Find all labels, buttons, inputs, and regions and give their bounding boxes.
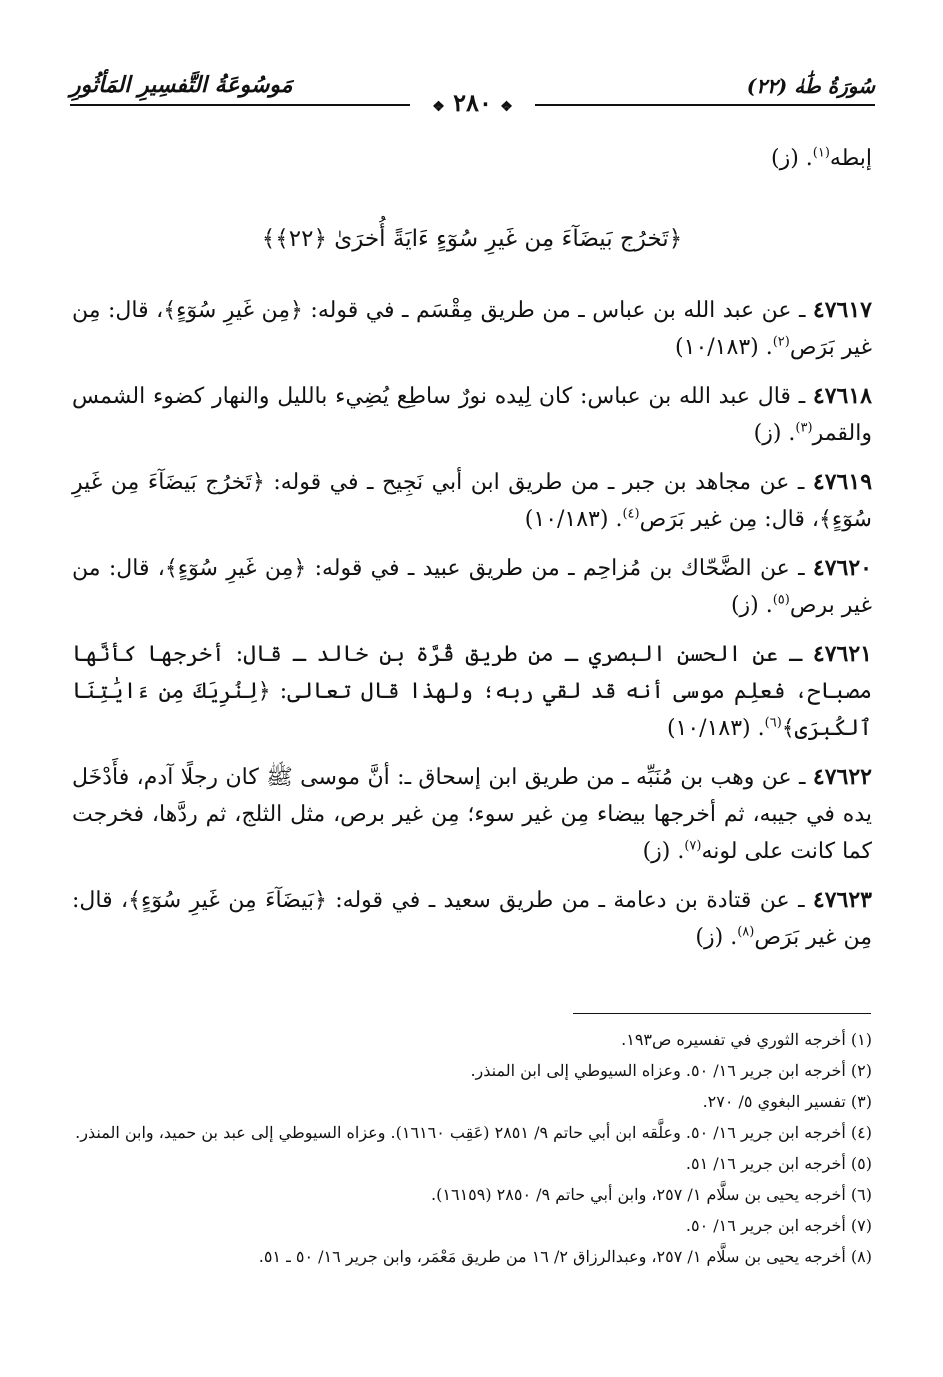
book-title: مَوسُوعَةُ التَّفسِيرِ المَأثُورِ (70, 72, 293, 98)
footnote-ref: (٣) (795, 420, 813, 436)
header-rule-right (535, 104, 875, 106)
page-number: ٢٨٠ (453, 88, 492, 117)
entry-number: ٤٧٦٢٠ (812, 555, 872, 581)
footnote-ref: (٤) (622, 506, 640, 522)
footnote-7: (٧) أخرجه ابن جرير ١٦/ ٥٠. (685, 1216, 872, 1235)
entry-number: ٤٧٦١٨ (812, 383, 872, 409)
entry-text: ـ عن وهب بن مُنَبِّه ـ من طريق ابن إسحاق ـ: أنَّ موسى ﷺ كان رجلًا آدم، فأَدْخَل يده في جيبه، ثم أخرجها بيضاء مِن غير سوء؛ مِن غير برص، مثل الثلج، ثم ردَّها، فخرجت كما كانت على لونه (72, 765, 872, 864)
entry-text: ـ عن قتادة بن دعامة ـ من طريق سعيد ـ في قوله: ﴿بَيضَآءَ مِن غَيرِ سُوٓءٍ﴾، قال: مِن غير بَرَص (72, 888, 872, 950)
entry-text: ـ عن عبد الله بن عباس ـ من طريق مِقْسَم ـ في قوله: ﴿مِن غَيرِ سُوٓءٍ﴾، قال: مِن غير بَرَص (72, 298, 872, 360)
footnotes (72, 1025, 872, 1273)
entry-source: . (ز) (730, 593, 773, 618)
entry-number: ٤٧٦٢٢ (812, 764, 872, 790)
page-header (70, 68, 875, 117)
footnote-8: (٨) أخرجه يحيى بن سلَّام ١/ ٢٥٧، وعبدالرزاق ٢/ ١٦ من طريق مَعْمَر، وابن جرير ١٦/ ٥٠ ـ ٥١. (258, 1247, 872, 1266)
footnote-ref: (٧) (684, 838, 702, 854)
lead-text: إبطه (829, 146, 872, 171)
entry-number: ٤٧٦٢٣ (812, 887, 872, 913)
lead-line (72, 140, 872, 177)
entry-number: ٤٧٦٢١ (812, 641, 872, 667)
page-number-box (410, 88, 535, 117)
lead-end: . (ز) (771, 146, 813, 171)
entry-text: ـ عن الحسن البصري ـ من طريق قُرَّة بن خالد ـ قال: أخرجها كأنَّها مصباح، فعلِم موسى أنه قد لقي ربه؛ ولهذا قال تعالى: ﴿لِنُرِيَكَ مِن ءَايَٰتِنَا ٱلكُبرَى﴾ (72, 642, 872, 741)
footnote-1: (١) أخرجه الثوري في تفسيره ص١٩٣. (621, 1030, 872, 1049)
surah-label: سُورَةُ طَٰهٰ (٢٢) (746, 74, 875, 98)
entry-number: ٤٧٦١٩ (812, 469, 873, 495)
footnote-ref: (١) (812, 145, 830, 161)
entry-47623 (72, 882, 872, 956)
entry-47622 (72, 759, 872, 870)
footnote-divider (573, 1013, 871, 1014)
footnote-ref: (٦) (764, 715, 782, 731)
footnote-2: (٢) أخرجه ابن جرير ١٦/ ٥٠. وعزاه السيوطي إلى ابن المنذر. (470, 1061, 872, 1080)
footnote-6: (٦) أخرجه يحيى بن سلَّام ١/ ٢٥٧، وابن أبي حاتم ٩/ ٢٨٥٠ (١٦١٥٩). (431, 1185, 872, 1204)
entry-source: . (١٠/١٨٣) (524, 507, 623, 532)
ornament-icon: ❖ (500, 99, 513, 115)
header-rule-left (70, 104, 410, 106)
entry-source: . (ز) (695, 925, 738, 950)
entry-47617 (72, 292, 872, 366)
footnote-ref: (٢) (772, 334, 790, 350)
entry-source: . (١٠/١٨٣) (666, 716, 765, 741)
entry-number: ٤٧٦١٧ (812, 297, 872, 323)
entry-source: . (١٠/١٨٣) (675, 335, 773, 360)
entry-47619 (72, 464, 872, 538)
entry-text: ـ عن الضَّحّاك بن مُزاحِم ـ من طريق عبيد ـ في قوله: ﴿مِن غَيرِ سُوٓءٍ﴾، قال: من غير برص (72, 556, 872, 618)
ornament-icon: ❖ (432, 99, 445, 115)
footnote-ref: (٨) (737, 924, 755, 940)
footnote-3: (٣) تفسير البغوي ٥/ ٢٧٠. (702, 1092, 872, 1111)
footnote-4: (٤) أخرجه ابن جرير ١٦/ ٥٠. وعلَّقه ابن أبي حاتم ٩/ ٢٨٥١ (عَقِب ١٦١٦٠). وعزاه السيوطي إلى عبد بن حميد، وابن المنذر. (75, 1123, 872, 1142)
footnote-5: (٥) أخرجه ابن جرير ١٦/ ٥١. (685, 1154, 872, 1173)
entry-text: ـ عن مجاهد بن جبر ـ من طريق ابن أبي نَجِيح ـ في قوله: ﴿تَخرُج بَيضَآءَ مِن غَيرِ سُوٓءٍ﴾، قال: مِن غير بَرَص (72, 470, 872, 532)
main-text (72, 140, 872, 968)
entry-text: ـ قال عبد الله بن عباس: كان لِيده نورٌ ساطِع يُضِيء بالليل والنهار كضوء الشمس والقمر (72, 384, 872, 446)
quran-verse: ﴿تَخرُج بَيضَآءَ مِن غَيرِ سُوٓءٍ ءَايَةً أُخرَىٰ ﴿٢٢﴾﴾ (261, 226, 683, 252)
entry-47620 (72, 550, 872, 624)
footnote-ref: (٥) (772, 592, 790, 608)
entry-47621 (72, 636, 872, 747)
entry-source: . (ز) (753, 421, 796, 446)
entry-47618 (72, 378, 872, 452)
entry-source: . (ز) (642, 839, 685, 864)
